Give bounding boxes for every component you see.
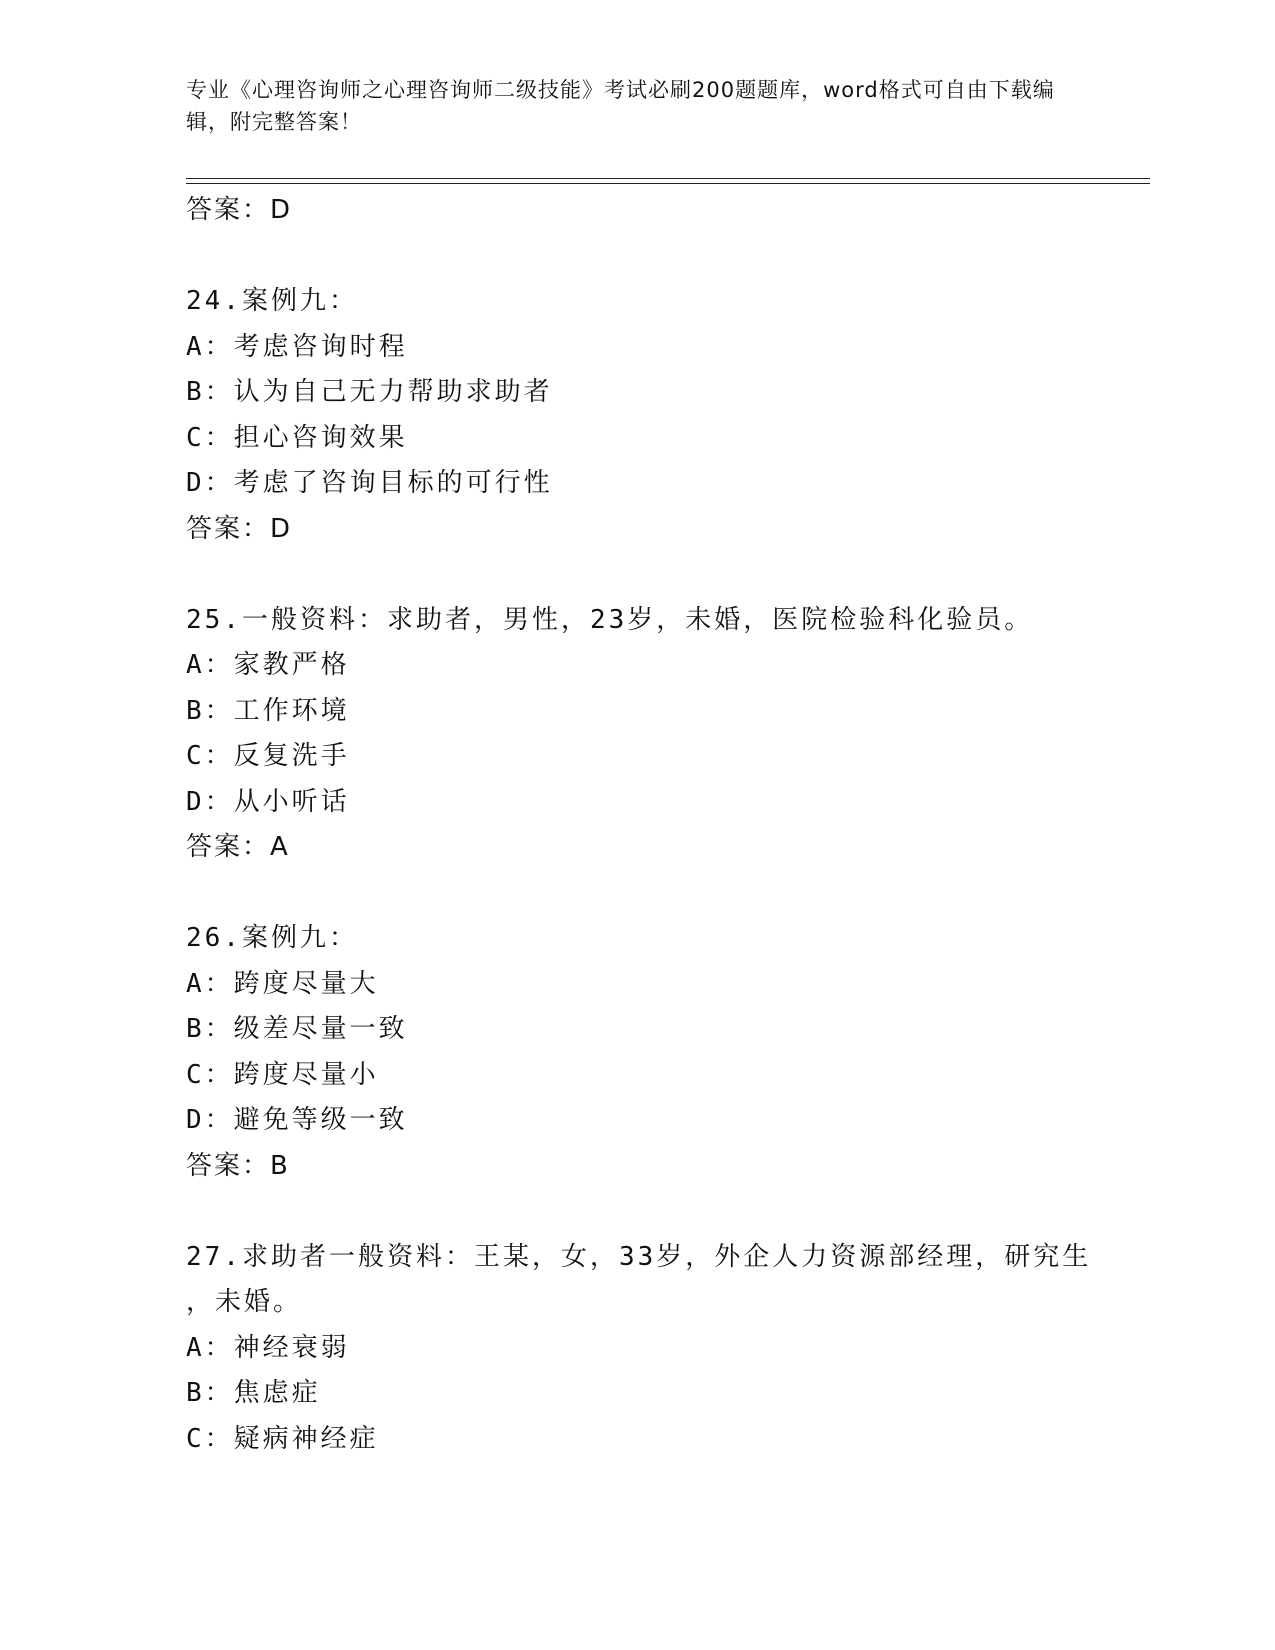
- option-b: B：工作环境: [186, 695, 350, 726]
- question-stem-line-2: ，未婚。: [186, 1287, 303, 1317]
- option-b: B：级差尽量一致: [186, 1014, 408, 1044]
- header-rule-top: [186, 178, 1150, 179]
- header-rule-bottom: [186, 183, 1150, 184]
- option-a: A：考虑咨询时程: [186, 331, 408, 362]
- question-stem-line-1: 27.求助者一般资料：王某，女，33岁，外企人力资源部经理，研究生: [186, 1241, 1092, 1272]
- question-stem: 26.案例九：: [186, 923, 358, 953]
- option-c: C：担心咨询效果: [186, 422, 408, 453]
- option-a: A：神经衰弱: [186, 1332, 350, 1363]
- option-a: A：家教严格: [186, 650, 350, 680]
- answer: 答案：A: [186, 832, 290, 862]
- option-c: C：疑病神经症: [186, 1423, 379, 1454]
- question-stem: 24.案例九：: [186, 286, 358, 316]
- question-stem: 25.一般资料：求助者，男性，23岁，未婚，医院检验科化验员。: [186, 604, 1034, 635]
- option-d: D：从小听话: [186, 786, 350, 817]
- spacer: [186, 1189, 1086, 1235]
- question-25: [186, 598, 1086, 871]
- question-26: [186, 916, 1086, 1189]
- answer: 答案：B: [186, 1150, 290, 1181]
- question-list: [186, 188, 1092, 1462]
- option-b: B：焦虑症: [186, 1378, 321, 1408]
- question-27: [186, 1235, 1092, 1463]
- spacer: [186, 234, 1086, 280]
- option-a: A：跨度尽量大: [186, 968, 379, 999]
- question-24: [186, 279, 1086, 552]
- spacer: [186, 871, 1086, 917]
- option-d: D：避免等级一致: [186, 1105, 408, 1135]
- spacer: [186, 552, 1086, 598]
- option-d: D：考虑了咨询目标的可行性: [186, 468, 553, 498]
- option-c: C：反复洗手: [186, 741, 350, 771]
- document-header: 专业《心理咨询师之心理咨询师二级技能》考试必刷200题题库，word格式可自由下载编辑，附完整答案！: [186, 78, 1055, 134]
- answer-23: 答案：D: [186, 195, 293, 225]
- option-b: B：认为自己无力帮助求助者: [186, 377, 553, 407]
- answer: 答案：D: [186, 513, 293, 544]
- option-c: C：跨度尽量小: [186, 1059, 379, 1090]
